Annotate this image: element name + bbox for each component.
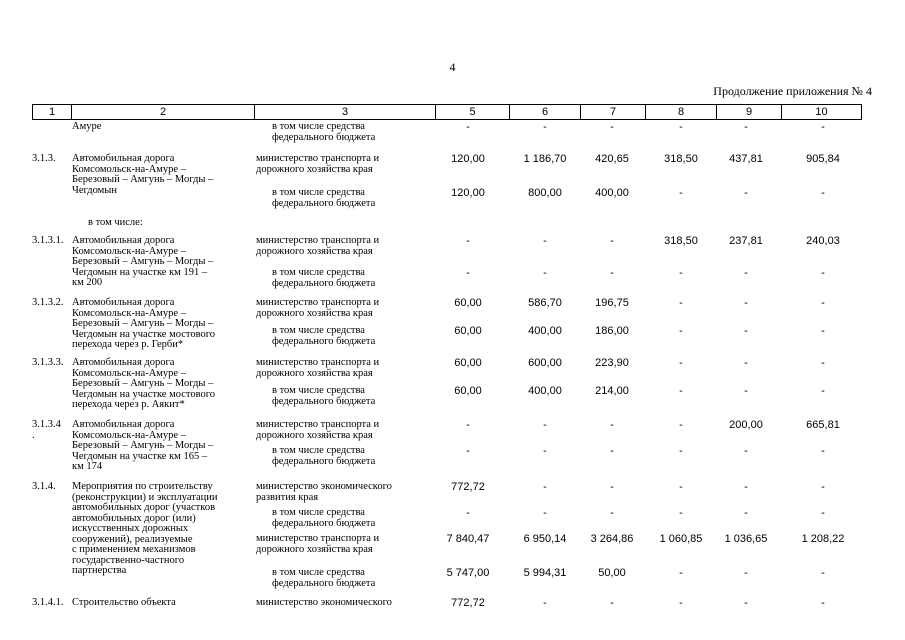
value-col6: 800,00 xyxy=(528,187,562,199)
row-executor: в том числе средства федерального бюджета xyxy=(272,445,376,467)
row-code: 3.1.4.1. xyxy=(32,597,64,608)
value-col10: - xyxy=(821,187,825,199)
value-col6: - xyxy=(543,597,547,609)
value-col7: 400,00 xyxy=(595,187,629,199)
value-col7: 420,65 xyxy=(595,153,629,165)
row-name: Строительство объекта xyxy=(72,597,176,608)
value-col6: 5 994,31 xyxy=(523,567,567,579)
value-col7: 3 264,86 xyxy=(590,533,634,545)
value-col6: - xyxy=(543,121,547,133)
value-col7: - xyxy=(610,481,614,493)
value-col8: - xyxy=(679,507,683,519)
header-col-2: 2 xyxy=(72,105,255,119)
value-col10: 905,84 xyxy=(806,153,840,165)
value-col8: - xyxy=(679,419,683,431)
value-col8: - xyxy=(679,445,683,457)
header-col-9: 9 xyxy=(717,105,782,119)
value-col9: - xyxy=(744,445,748,457)
row-name: в том числе: xyxy=(88,217,143,228)
value-col10: - xyxy=(821,481,825,493)
value-col7: - xyxy=(610,597,614,609)
header-col-6: 6 xyxy=(510,105,581,119)
value-col5: - xyxy=(466,507,470,519)
value-col8: 1 060,85 xyxy=(659,533,703,545)
row-executor: министерство транспорта и дорожного хозяйства края xyxy=(256,297,380,319)
value-col5: 60,00 xyxy=(454,297,482,309)
value-col9: - xyxy=(744,597,748,609)
value-col8: 318,50 xyxy=(664,153,698,165)
row-executor: в том числе средства федерального бюджета xyxy=(272,507,376,529)
row-name: Автомобильная дорога Комсомольск-на-Амуре – Березовый – Амгунь – Могды – Чегдомын на участке мостового перехода через р. Герби* xyxy=(72,297,216,350)
row-name: Автомобильная дорога Комсомольск-на-Амуре – Березовый – Амгунь – Могды – Чегдомын на участке км 191 – км 200 xyxy=(72,235,214,288)
value-col7: - xyxy=(610,121,614,133)
value-col5: 7 840,47 xyxy=(446,533,490,545)
value-col10: - xyxy=(821,445,825,457)
value-col5: - xyxy=(466,121,470,133)
value-col8: - xyxy=(679,567,683,579)
value-col10: 665,81 xyxy=(806,419,840,431)
row-executor: в том числе средства федерального бюджета xyxy=(272,267,376,289)
value-col9: - xyxy=(744,385,748,397)
value-col8: - xyxy=(679,385,683,397)
row-name: Мероприятия по строительству (реконструкции) и эксплуатации автомобильных дорог (участков автомобильных дорог (или) искусственных дорожных сооружений), реализуемые с применением механизмов государственно-частного партнерства xyxy=(72,481,218,576)
value-col7: 196,75 xyxy=(595,297,629,309)
value-col10: - xyxy=(821,567,825,579)
value-col8: - xyxy=(679,597,683,609)
row-executor: министерство экономического развития края xyxy=(256,481,392,503)
value-col5: - xyxy=(466,267,470,279)
value-col6: 400,00 xyxy=(528,385,562,397)
value-col6: - xyxy=(543,419,547,431)
row-code: 3.1.3. xyxy=(32,153,56,164)
value-col6: - xyxy=(543,445,547,457)
value-col8: - xyxy=(679,187,683,199)
row-executor: в том числе средства федерального бюджета xyxy=(272,567,376,589)
row-executor: министерство транспорта и дорожного хозяйства края xyxy=(256,153,380,175)
value-col10: - xyxy=(821,385,825,397)
value-col6: - xyxy=(543,267,547,279)
value-col9: - xyxy=(744,567,748,579)
value-col10: 240,03 xyxy=(806,235,840,247)
value-col7: - xyxy=(610,419,614,431)
value-col5: 60,00 xyxy=(454,385,482,397)
value-col5: 772,72 xyxy=(451,597,485,609)
value-col9: - xyxy=(744,325,748,337)
value-col8: - xyxy=(679,297,683,309)
continuation-title: Продолжение приложения № 4 xyxy=(713,84,872,98)
value-col10: 1 208,22 xyxy=(801,533,845,545)
header-col-3: 3 xyxy=(255,105,436,119)
value-col9: - xyxy=(744,481,748,493)
row-executor: министерство транспорта и дорожного хозяйства края xyxy=(256,235,380,257)
value-col5: - xyxy=(466,419,470,431)
value-col7: - xyxy=(610,267,614,279)
row-name: Автомобильная дорога Комсомольск-на-Амуре – Березовый – Амгунь – Могды – Чегдомын на участке мостового перехода через р. Аякит* xyxy=(72,357,216,410)
value-col8: 318,50 xyxy=(664,235,698,247)
row-executor: в том числе средства федерального бюджета xyxy=(272,121,376,143)
row-code: 3.1.3.2. xyxy=(32,297,64,308)
value-col10: - xyxy=(821,121,825,133)
row-name: Амуре xyxy=(72,121,102,132)
value-col5: 120,00 xyxy=(451,187,485,199)
value-col7: - xyxy=(610,235,614,247)
row-executor: министерство транспорта и дорожного хозяйства края xyxy=(256,419,380,441)
row-code: 3.1.3.4 . xyxy=(32,419,61,441)
row-executor: министерство транспорта и дорожного хозяйства края xyxy=(256,357,380,379)
row-executor: в том числе средства федерального бюджета xyxy=(272,385,376,407)
value-col10: - xyxy=(821,297,825,309)
value-col9: - xyxy=(744,357,748,369)
budget-table xyxy=(32,104,862,609)
row-executor: в том числе средства федерального бюджета xyxy=(272,325,376,347)
value-col10: - xyxy=(821,357,825,369)
row-code: 3.1.4. xyxy=(32,481,56,492)
value-col6: 586,70 xyxy=(528,297,562,309)
value-col6: - xyxy=(543,235,547,247)
table-header xyxy=(32,104,862,120)
value-col7: 214,00 xyxy=(595,385,629,397)
value-col7: 223,90 xyxy=(595,357,629,369)
header-col-7: 7 xyxy=(581,105,646,119)
value-col9: 237,81 xyxy=(729,235,763,247)
value-col6: - xyxy=(543,507,547,519)
value-col9: - xyxy=(744,267,748,279)
value-col9: 1 036,65 xyxy=(724,533,768,545)
value-col6: 400,00 xyxy=(528,325,562,337)
value-col7: - xyxy=(610,445,614,457)
value-col8: - xyxy=(679,325,683,337)
value-col7: 50,00 xyxy=(598,567,626,579)
row-executor: министерство экономического xyxy=(256,597,392,608)
value-col5: 60,00 xyxy=(454,325,482,337)
value-col7: 186,00 xyxy=(595,325,629,337)
value-col8: - xyxy=(679,357,683,369)
row-name: Автомобильная дорога Комсомольск-на-Амуре – Березовый – Амгунь – Могды – Чегдомын xyxy=(72,153,214,196)
value-col5: - xyxy=(466,235,470,247)
value-col5: 120,00 xyxy=(451,153,485,165)
row-executor: министерство транспорта и дорожного хозяйства края xyxy=(256,533,380,555)
value-col6: 1 186,70 xyxy=(523,153,567,165)
value-col9: - xyxy=(744,187,748,199)
value-col9: - xyxy=(744,297,748,309)
value-col9: 200,00 xyxy=(729,419,763,431)
value-col10: - xyxy=(821,507,825,519)
header-col-8: 8 xyxy=(646,105,717,119)
value-col10: - xyxy=(821,267,825,279)
header-col-5: 5 xyxy=(436,105,510,119)
value-col10: - xyxy=(821,597,825,609)
value-col5: 772,72 xyxy=(451,481,485,493)
row-name: Автомобильная дорога Комсомольск-на-Амуре – Березовый – Амгунь – Могды – Чегдомын на участке км 165 – км 174 xyxy=(72,419,214,472)
value-col8: - xyxy=(679,481,683,493)
value-col5: 5 747,00 xyxy=(446,567,490,579)
value-col5: 60,00 xyxy=(454,357,482,369)
value-col8: - xyxy=(679,121,683,133)
value-col9: - xyxy=(744,507,748,519)
row-executor: в том числе средства федерального бюджета xyxy=(272,187,376,209)
value-col9: - xyxy=(744,121,748,133)
header-col-10: 10 xyxy=(815,106,828,118)
value-col10: - xyxy=(821,325,825,337)
value-col6: 6 950,14 xyxy=(523,533,567,545)
header-col-1: 1 xyxy=(33,105,72,119)
value-col6: 600,00 xyxy=(528,357,562,369)
value-col8: - xyxy=(679,267,683,279)
value-col5: - xyxy=(466,445,470,457)
row-code: 3.1.3.1. xyxy=(32,235,64,246)
row-code: 3.1.3.3. xyxy=(32,357,64,368)
value-col9: 437,81 xyxy=(729,153,763,165)
value-col6: - xyxy=(543,481,547,493)
value-col7: - xyxy=(610,507,614,519)
page-number: 4 xyxy=(449,60,456,74)
